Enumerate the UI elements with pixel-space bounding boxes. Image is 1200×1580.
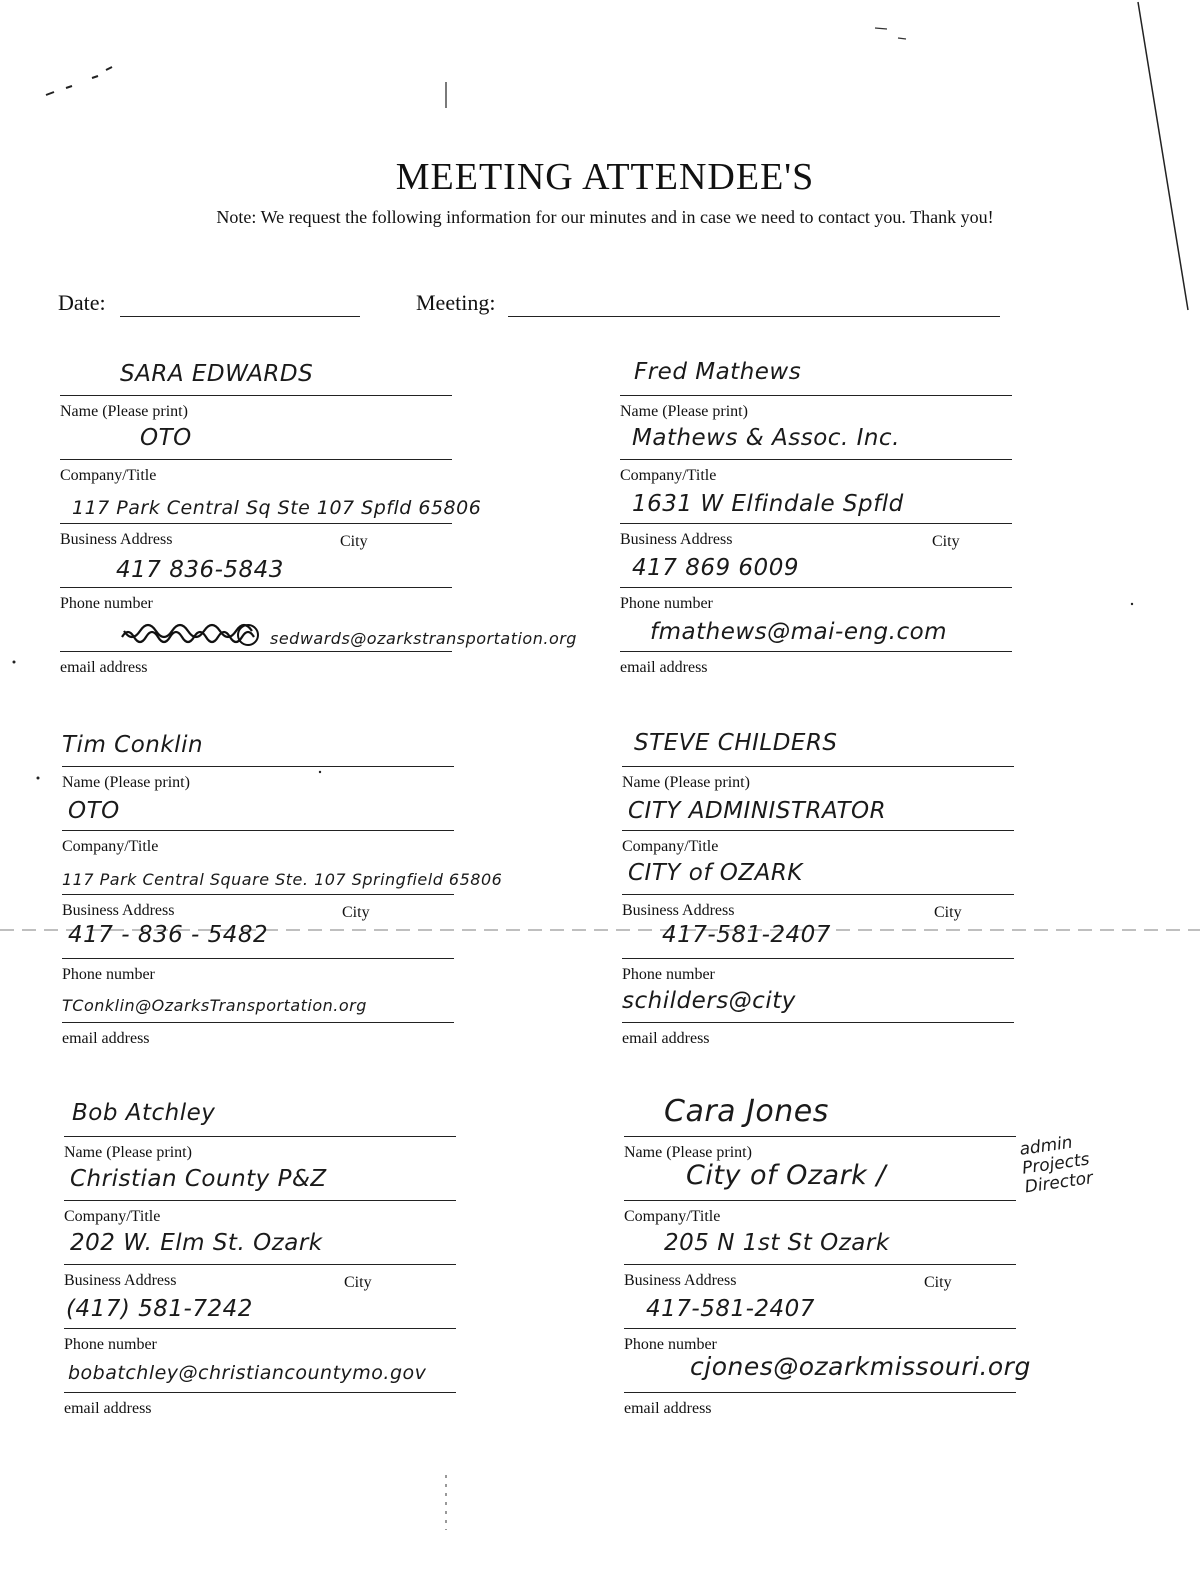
email-line (60, 651, 452, 652)
address-line (624, 1264, 1016, 1265)
company-line (60, 459, 452, 460)
attendee-name[interactable]: Bob Atchley (72, 1100, 216, 1126)
email-line (64, 1392, 456, 1393)
phone-line (624, 1328, 1016, 1329)
address-label: Business Address (64, 1272, 177, 1289)
email-line (622, 1022, 1014, 1023)
attendee-entry (60, 353, 577, 693)
address-label: Business Address (62, 902, 175, 919)
attendee-address[interactable]: 205 N 1st St Ozark (664, 1230, 890, 1256)
attendee-company[interactable]: Mathews & Assoc. Inc. (632, 425, 900, 451)
phone-line (620, 587, 1012, 588)
address-label: Business Address (620, 531, 733, 548)
company-label: Company/Title (62, 838, 159, 855)
city-label: City (342, 904, 370, 921)
city-label: City (924, 1274, 952, 1291)
attendee-name[interactable]: Fred Mathews (634, 359, 802, 385)
company-line (62, 830, 454, 831)
phone-label: Phone number (622, 966, 715, 983)
attendee-phone[interactable]: 417 869 6009 (632, 555, 799, 581)
company-side-note: admin Projects Director (1018, 1132, 1095, 1198)
name-label: Name (Please print) (60, 403, 188, 420)
attendee-address[interactable]: 117 Park Central Square Ste. 107 Springfield 65806 (62, 870, 503, 889)
date-field[interactable] (120, 316, 360, 317)
attendee-email[interactable]: TConklin@OzarksTransportation.org (62, 996, 367, 1015)
email-label: email address (624, 1400, 712, 1417)
meeting-field[interactable] (508, 316, 1000, 317)
email-line (624, 1392, 1016, 1393)
company-line (624, 1200, 1016, 1201)
email-line (620, 651, 1012, 652)
name-label: Name (Please print) (624, 1144, 752, 1161)
address-line (620, 523, 1012, 524)
attendee-entry (64, 1094, 464, 1434)
city-label: City (934, 904, 962, 921)
attendee-address[interactable]: 202 W. Elm St. Ozark (70, 1230, 323, 1256)
company-label: Company/Title (64, 1208, 161, 1225)
phone-line (62, 958, 454, 959)
attendee-name[interactable]: Cara Jones (664, 1094, 829, 1129)
name-line (60, 395, 452, 396)
phone-label: Phone number (624, 1336, 717, 1353)
attendee-phone[interactable]: (417) 581-7242 (66, 1296, 253, 1322)
attendee-email[interactable]: fmathews@mai-eng.com (650, 619, 948, 645)
company-line (620, 459, 1012, 460)
address-label: Business Address (622, 902, 735, 919)
email-label: email address (60, 659, 148, 676)
attendee-phone[interactable]: 417 - 836 - 5482 (68, 922, 269, 948)
name-label: Name (Please print) (64, 1144, 192, 1161)
form-title: MEETING ATTENDEE'S (395, 156, 815, 198)
phone-line (622, 958, 1014, 959)
attendee-entry (622, 724, 1022, 1064)
attendee-name[interactable]: SARA EDWARDS (120, 361, 314, 387)
company-label: Company/Title (624, 1208, 721, 1225)
city-label: City (340, 533, 368, 550)
address-line (64, 1264, 456, 1265)
phone-label: Phone number (64, 1336, 157, 1353)
attendee-entry (620, 353, 1020, 693)
address-line (62, 894, 454, 895)
name-line (64, 1136, 456, 1137)
company-line (622, 830, 1014, 831)
attendee-company[interactable]: City of Ozark / (686, 1160, 886, 1191)
email-label: email address (620, 659, 708, 676)
attendee-phone[interactable]: 417-581-2407 (646, 1296, 815, 1322)
email-line (62, 1022, 454, 1023)
company-label: Company/Title (620, 467, 717, 484)
attendee-name[interactable]: Tim Conklin (62, 732, 204, 758)
attendee-phone[interactable]: 417-581-2407 (662, 922, 831, 948)
attendee-email[interactable]: bobatchley@christiancountymo.gov (68, 1362, 427, 1384)
name-label: Name (Please print) (62, 774, 190, 791)
scribbled-out-text (118, 623, 266, 649)
phone-label: Phone number (60, 595, 153, 612)
email-label: email address (62, 1030, 150, 1047)
address-line (622, 894, 1014, 895)
attendee-entry (624, 1094, 1095, 1434)
email-label: email address (64, 1400, 152, 1417)
attendee-email[interactable]: schilders@city (622, 988, 796, 1014)
address-label: Business Address (60, 531, 173, 548)
meeting-label: Meeting: (416, 290, 496, 315)
attendee-company[interactable]: CITY ADMINISTRATOR (628, 798, 887, 824)
attendee-company[interactable]: OTO (140, 425, 192, 451)
company-line (64, 1200, 456, 1201)
attendee-address[interactable]: CITY of OZARK (628, 860, 803, 886)
date-label: Date: (58, 290, 106, 315)
name-line (62, 766, 454, 767)
company-label: Company/Title (60, 467, 157, 484)
attendee-email[interactable]: cjones@ozarkmissouri.org (690, 1352, 1031, 1381)
address-line (60, 523, 452, 524)
email-label: email address (622, 1030, 710, 1047)
phone-line (60, 587, 452, 588)
attendee-entry (62, 724, 503, 1064)
address-label: Business Address (624, 1272, 737, 1289)
attendee-company[interactable]: Christian County P&Z (70, 1166, 327, 1192)
name-line (622, 766, 1014, 767)
attendee-name[interactable]: STEVE CHILDERS (634, 730, 838, 756)
attendee-address[interactable]: 117 Park Central Sq Ste 107 Spfld 65806 (72, 497, 482, 519)
form-note: Note: We request the following information for our minutes and in case we need to contact you. Thank you! (216, 207, 994, 227)
city-label: City (932, 533, 960, 550)
attendee-company[interactable]: OTO (68, 798, 120, 824)
attendee-address[interactable]: 1631 W Elfindale Spfld (632, 491, 904, 517)
name-label: Name (Please print) (622, 774, 750, 791)
name-line (620, 395, 1012, 396)
attendee-phone[interactable]: 417 836-5843 (116, 557, 284, 583)
phone-line (64, 1328, 456, 1329)
phone-label: Phone number (620, 595, 713, 612)
phone-label: Phone number (62, 966, 155, 983)
city-label: City (344, 1274, 372, 1291)
attendee-email[interactable]: sedwards@ozarkstransportation.org (270, 629, 577, 648)
company-label: Company/Title (622, 838, 719, 855)
name-label: Name (Please print) (620, 403, 748, 420)
name-line (624, 1136, 1016, 1137)
